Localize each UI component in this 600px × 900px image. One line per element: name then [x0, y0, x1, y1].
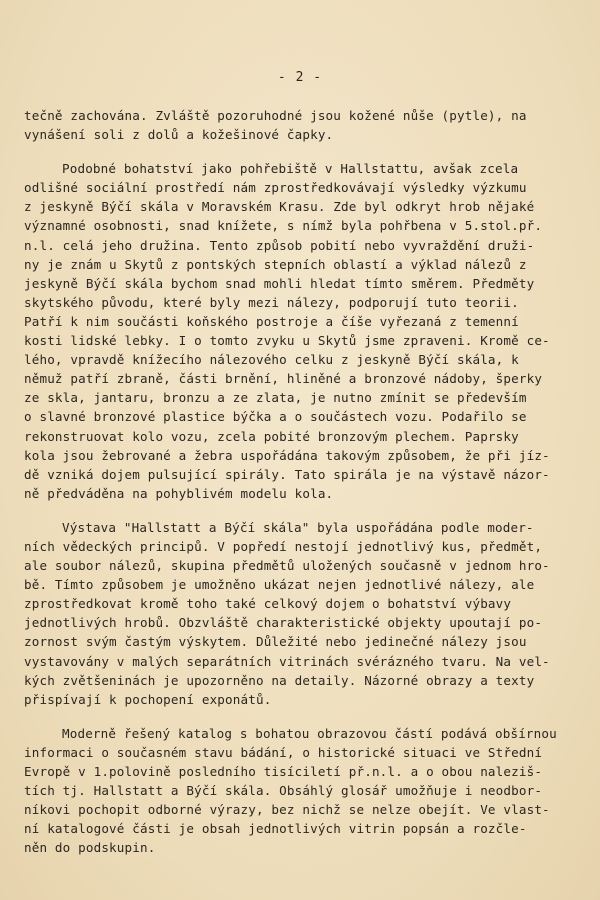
paragraph: [24, 724, 584, 858]
text-line: jednotlivých hrobů. Obzvláště charakteristické objekty upoutají po-: [24, 615, 543, 631]
text-line: němuž patří zbraně, části brnění, hliněné a bronzové nádoby, šperky: [24, 371, 543, 387]
body-text: [24, 106, 584, 872]
text-line: přispívají k pochopení exponátů.: [24, 691, 272, 707]
text-line: zprostředkovat kromě toho také celkový dojem o bohatství výbavy: [24, 596, 512, 612]
text-line: níkovi pochopit odborné výrazy, bez nichž se nelze obejít. Ve vlast-: [24, 802, 550, 818]
text-line: Výstava "Hallstatt a Býčí skála" byla uspořádána podle moder-: [62, 519, 534, 535]
text-line: tích tj. Hallstatt a Býčí skála. Obsáhlý glosář umožňuje i neodbor-: [24, 783, 543, 799]
text-line: Moderně řešený katalog s bohatou obrazovou částí podává obšírnou: [62, 725, 557, 741]
text-line: bě. Tímto způsobem je umožněno ukázat nejen jednotlivé nálezy, ale: [24, 577, 535, 593]
text-line: o slavné bronzové plastice býčka a o součástech vozu. Podařilo se: [24, 409, 527, 425]
text-line: tečně zachována. Zvláště pozoruhodné jsou kožené nůše (pytle), na: [24, 108, 527, 123]
text-line: Podobné bohatství jako pohřebiště v Hallstattu, avšak zcela: [62, 161, 519, 177]
text-line: odlišné sociální prostředí nám zprostředkovávají výsledky výzkumu: [24, 180, 527, 196]
text-line: jeskyně Býčí skála bychom snad mohli hledat tímto směrem. Předměty: [24, 275, 535, 291]
paragraph: [24, 106, 584, 144]
text-line: ze skla, jantaru, bronzu a ze zlata, je nutno zmínit se především: [24, 390, 527, 406]
text-line: ních vědeckých principů. V popředí nestojí jednotlivý kus, předmět,: [24, 538, 543, 554]
page-number: - 2 -: [277, 70, 323, 85]
text-line: vynášení soli z dolů a kožešinové čapky.: [24, 127, 334, 143]
text-line: ny je znám u Skytů z pontských stepních oblastí a výklad nálezů z: [24, 256, 527, 272]
text-line: kých zvětšeninách je upozorněno na detaily. Názorné obrazy a texty: [24, 672, 535, 688]
text-line: lého, vpravdě knížecího nálezového celku z jeskyně Býčí skála, k: [24, 352, 519, 368]
text-line: kosti lidské lebky. I o tomto zvyku u Skytů jsme zpraveni. Kromě ce-: [24, 333, 550, 349]
text-line: rekonstruovat kolo vozu, zcela pobité bronzovým plechem. Paprsky: [24, 428, 519, 444]
text-line: skytského původu, které byly mezi nálezy, podporují tuto teorii.: [24, 294, 519, 310]
paragraph: [24, 159, 584, 503]
text-line: z jeskyně Býčí skála v Moravském Krasu. Zde byl odkryt hrob nějaké: [24, 199, 535, 215]
text-line: Patří k nim součásti koňského postroje a číše vyřezaná z temenní: [24, 313, 519, 329]
text-line: informaci o současném stavu bádání, o historické situaci ve Střední: [24, 744, 543, 760]
text-line: něn do podskupin.: [24, 840, 156, 856]
text-line: n.l. celá jeho družina. Tento způsob pobití nebo vyvraždění druži-: [24, 237, 535, 253]
text-line: dě vzniká dojem pulsující spirály. Tato spirála je na výstavě názor-: [24, 466, 550, 482]
text-line: významné osobnosti, snad knížete, s nímž byla pohřbena v 5.stol.př.: [24, 218, 543, 234]
text-line: ní katalogové části je obsah jednotlivých vitrin popsán a rozčle-: [24, 821, 527, 837]
text-line: vystavovány v malých separátních vitrinách svérázného tvaru. Na vel-: [24, 653, 550, 669]
paragraph: [24, 518, 584, 709]
text-line: kola jsou žebrované a žebra uspořádána takovým způsobem, že při jíz-: [24, 447, 550, 463]
text-line: zornost svým častým výskytem. Důležité nebo jedinečné nálezy jsou: [24, 634, 527, 650]
text-line: ale soubor nálezů, skupina předmětů uložených současně v jednom hro-: [24, 558, 550, 574]
text-line: ně předváděna na pohyblivém modelu kola.: [24, 485, 334, 501]
text-line: Evropě v 1.polovině posledního tisíciletí př.n.l. a o obou naleziš-: [24, 764, 543, 779]
